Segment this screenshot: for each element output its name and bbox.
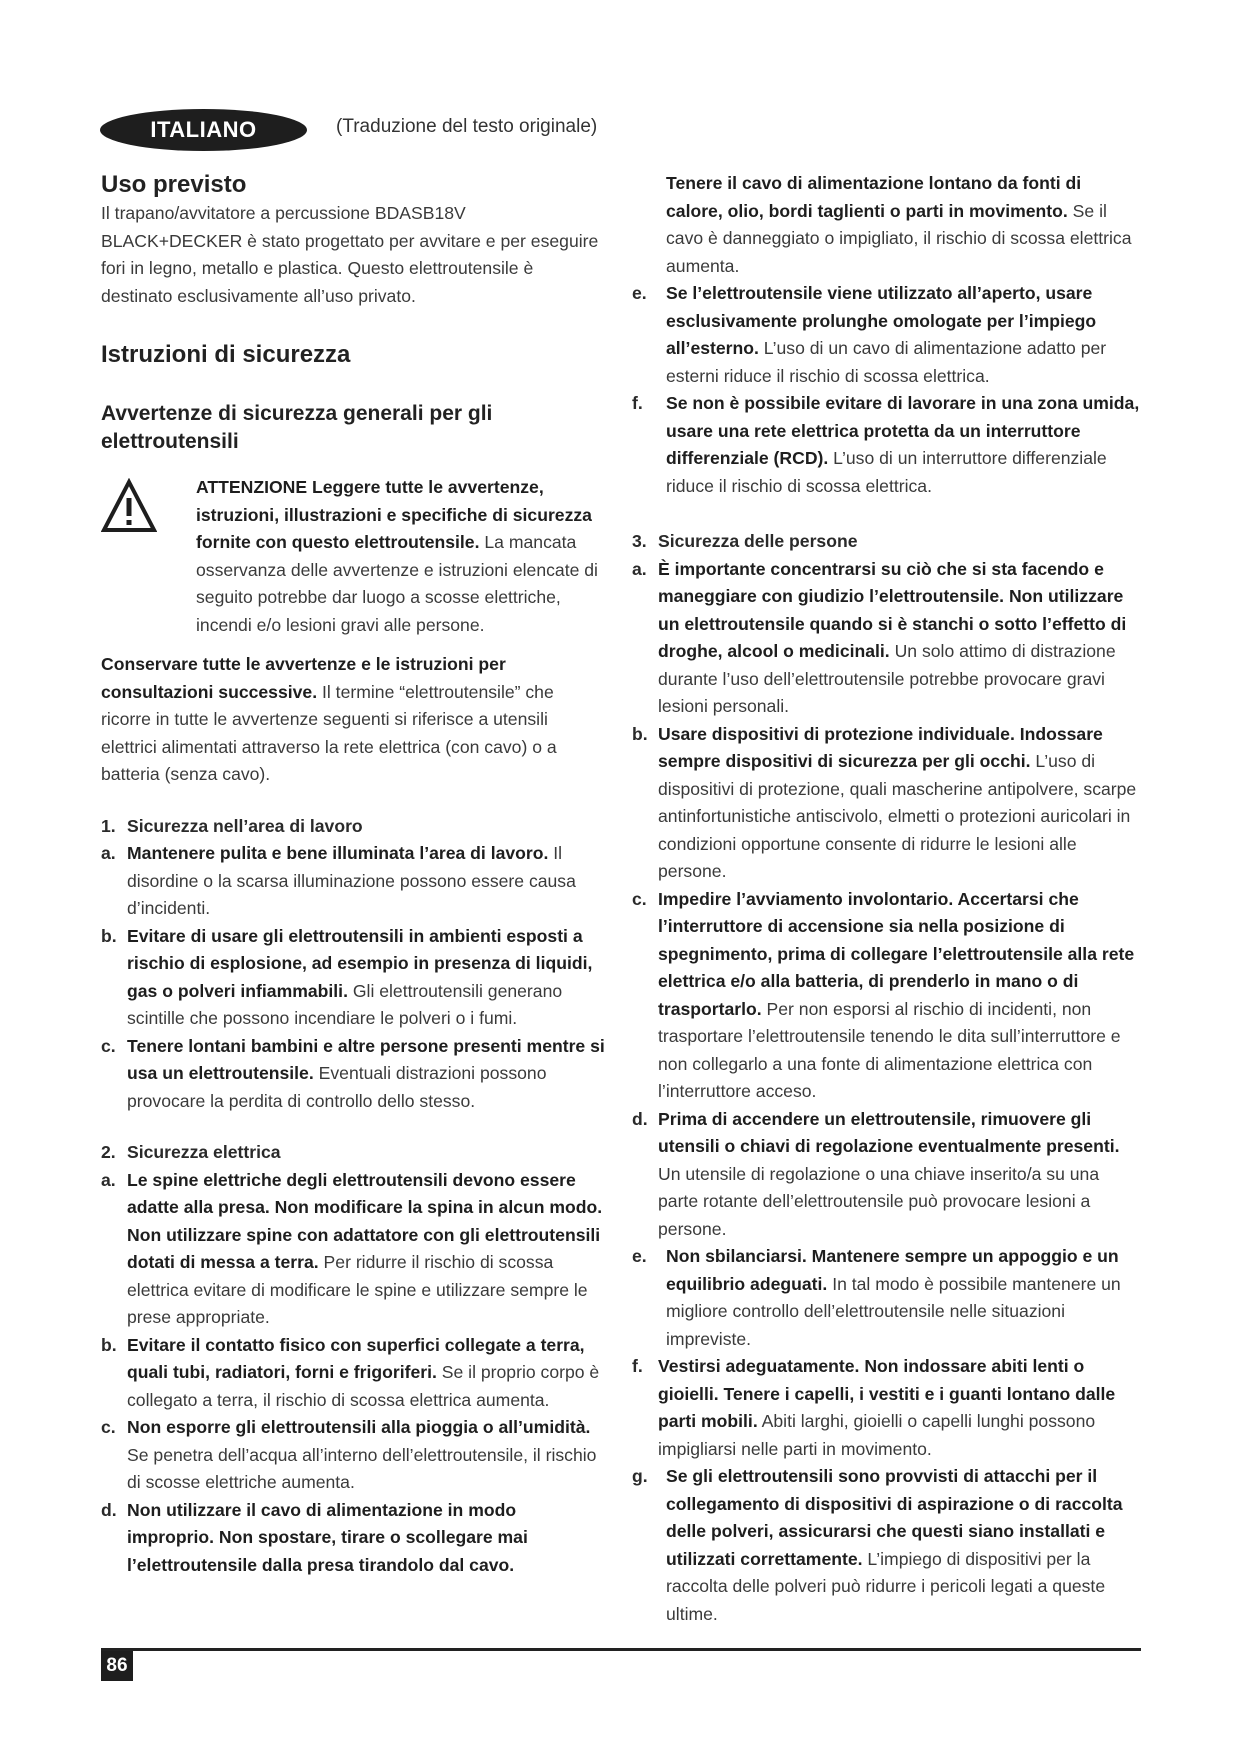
section-3 [632,528,1142,1628]
section-3-item-d: d. Prima di accendere un elettroutensile, rimuovere gli utensili o chiavi di regolazione eventualmente presenti. Un utensile di regolazione o una chiave inserito/a su una parte rotante dell’elettroutensile può provocare lesioni a persone. [632,1108,1120,1239]
section-2-title: 2. Sicurezza elettrica [101,1142,281,1162]
section-2-item-d: d. Non utilizzare il cavo di alimentazione in modo improprio. Non spostare, tirare o scollegare mai l’elettroutensile dalla presa tirandolo dal cavo. [101,1499,528,1575]
conservare-text: Il termine “elettroutensile” che ricorre in tutte le avvertenze seguenti si riferisce a utensili elettrici alimentati attraverso la rete elettrica (con cavo) o a batteria (senza cavo). [101,681,557,784]
section-1 [101,813,606,1116]
section-2-item-f: f. Se non è possibile evitare di lavorare in una zona umida, usare una rete elettrica protetta da un interruttore differenziale (RCD). L’uso di un interruttore differenziale riduce il rischio di scossa elettrica. [632,393,1140,496]
section-2-item-c: c. Non esporre gli elettroutensili alla pioggia o all’umidità. Se penetra dell’acqua all’interno dell’elettroutensile, il rischio di scosse elettriche aumenta. [101,1417,597,1492]
section-1-item-c: c. Tenere lontani bambini e altre persone presenti mentre si usa un elettroutensile. Eventuali distrazioni possono provocare la perdita di controllo dello stesso. [101,1035,605,1111]
section-1-item-b: b. Evitare di usare gli elettroutensili in ambienti esposti a rischio di esplosione, ad esempio in presenza di liquidi, gas o polveri infiammabili. Gli elettroutensili generano scintille che possono incendiare le polveri o i fumi. [101,925,593,1028]
section-1-item-a: a. Mantenere pulita e bene illuminata l’area di lavoro. Il disordine o la scarsa illuminazione possono essere causa d’incidenti. [101,843,576,918]
section-3-item-g: g. Se gli elettroutensili sono provvisti di attacchi per il collegamento di dispositivi di aspirazione o di raccolta delle polveri, assicurarsi che questi siano installati e utilizzati correttamente. L’impiego di dispositivi per la raccolta delle polveri può ridurre i pericoli legati a queste ultime. [632,1466,1123,1624]
warning-text: La mancata osservanza delle avvertenze e istruzioni elencate di seguito potrebbe dar luogo a scosse elettriche, incendi e/o lesioni gravi alle persone. [196,532,598,635]
section-2 [101,1139,606,1579]
uso-previsto-title: Uso previsto [101,171,247,198]
warning-block [101,474,606,639]
warning-bold-text: ATTENZIONE Leggere tutte le avvertenze, istruzioni, illustrazioni e specifiche di sicurezza fornite con questo elettroutensile. [196,477,592,552]
translation-note: (Traduzione del testo originale) [336,116,598,137]
page-number: 86 [101,1651,133,1681]
right-column [632,170,1142,1628]
conservare-paragraph [101,651,606,789]
section-3-title: 3. Sicurezza delle persone [632,531,858,551]
left-column [101,170,606,1579]
section-2-item-b: b. Evitare il contatto fisico con superfici collegate a terra, quali tubi, radiatori, forni e frigoriferi. Se il proprio corpo è collegato a terra, il rischio di scossa elettrica aumenta. [101,1334,600,1410]
section-1-title: 1. Sicurezza nell’area di lavoro [101,815,363,836]
istruzioni-title: Istruzioni di sicurezza [101,341,351,368]
language-badge: ITALIANO [100,109,307,151]
section-3-item-a: a. È importante concentrarsi su ciò che si sta facendo e maneggiare con giudizio l’elettroutensile. Non utilizzare un elettroutensile quando si è stanchi o sotto l’effetto di droghe, alcool o medicinali. Un solo attimo di distrazione durante l’uso dell’elettroutensile potrebbe provocare gravi lesioni personali. [632,558,1127,716]
section-3-item-b: b. Usare dispositivi di protezione individuale. Indossare sempre dispositivi di sicurezza per gli occhi. L’uso di dispositivi di protezione, quali mascherine antipolvere, scarpe antinfortunistiche antiscivolo, elmetti o protezioni auricolari in condizioni opportune consente di ridurre le lesioni alle persone. [632,723,1137,881]
avvertenze-title: Avvertenze di sicurezza generali per gli elettroutensili [101,402,493,453]
section-3-item-e: e. Non sbilanciarsi. Mantenere sempre un appoggio e un equilibrio adeguati. In tal modo è possibile mantenere un migliore controllo dell’elettroutensile nelle situazioni impreviste. [632,1246,1121,1349]
section-3-item-c: c. Impedire l’avviamento involontario. Accertarsi che l’interruttore di accensione sia nella posizione di spegnimento, prima di collegare l’elettroutensile alla rete elettrica e/o alla batteria, di prenderlo in mano o di trasportarlo. Per non esporsi al rischio di incidenti, non trasportare l’elettroutensile tenendo le dita sull’interruttore e non collegarlo a una fonte di alimentazione elettrica con l’interruttore acceso. [632,888,1135,1101]
section-2-item-a: a. Le spine elettriche degli elettroutensili devono essere adatte alla presa. Non modificare la spina in alcun modo. Non utilizzare spine con adattatore con gli elettroutensili dotati di messa a terra. Per ridurre il rischio di scossa elettrica evitare di modificare le spine e utilizzare sempre le prese appropriate. [101,1169,603,1327]
section-2-item-d-continued: Tenere il cavo di alimentazione lontano da fonti di calore, olio, bordi taglienti o parti in movimento. Se il cavo è danneggiato o impigliato, il rischio di scossa elettrica aumenta. [666,173,1132,276]
section-2-item-e: e. Se l’elettroutensile viene utilizzato all’aperto, usare esclusivamente prolunghe omologate per l’impiego all’esterno. L’uso di un cavo di alimentazione adatto per esterni riduce il rischio di scossa elettrica. [632,283,1107,386]
warning-triangle-icon [101,474,196,639]
section-3-item-f: f. Vestirsi adeguatamente. Non indossare abiti lenti o gioielli. Tenere i capelli, i vestiti e i guanti lontano dalle parti mobili. Abiti larghi, gioielli o capelli lunghi possono impigliarsi nelle parti in movimento. [632,1356,1116,1459]
conservare-bold: Conservare tutte le avvertenze e le istruzioni per consultazioni successive. [101,654,506,702]
footer-rule [101,1648,1141,1651]
uso-previsto-body: Il trapano/avvitatore a percussione BDASB18V BLACK+DECKER è stato progettato per avvitare e per eseguire fori in legno, metallo e plastica. Questo elettroutensile è destinato esclusivamente all’uso privato. [101,203,599,306]
